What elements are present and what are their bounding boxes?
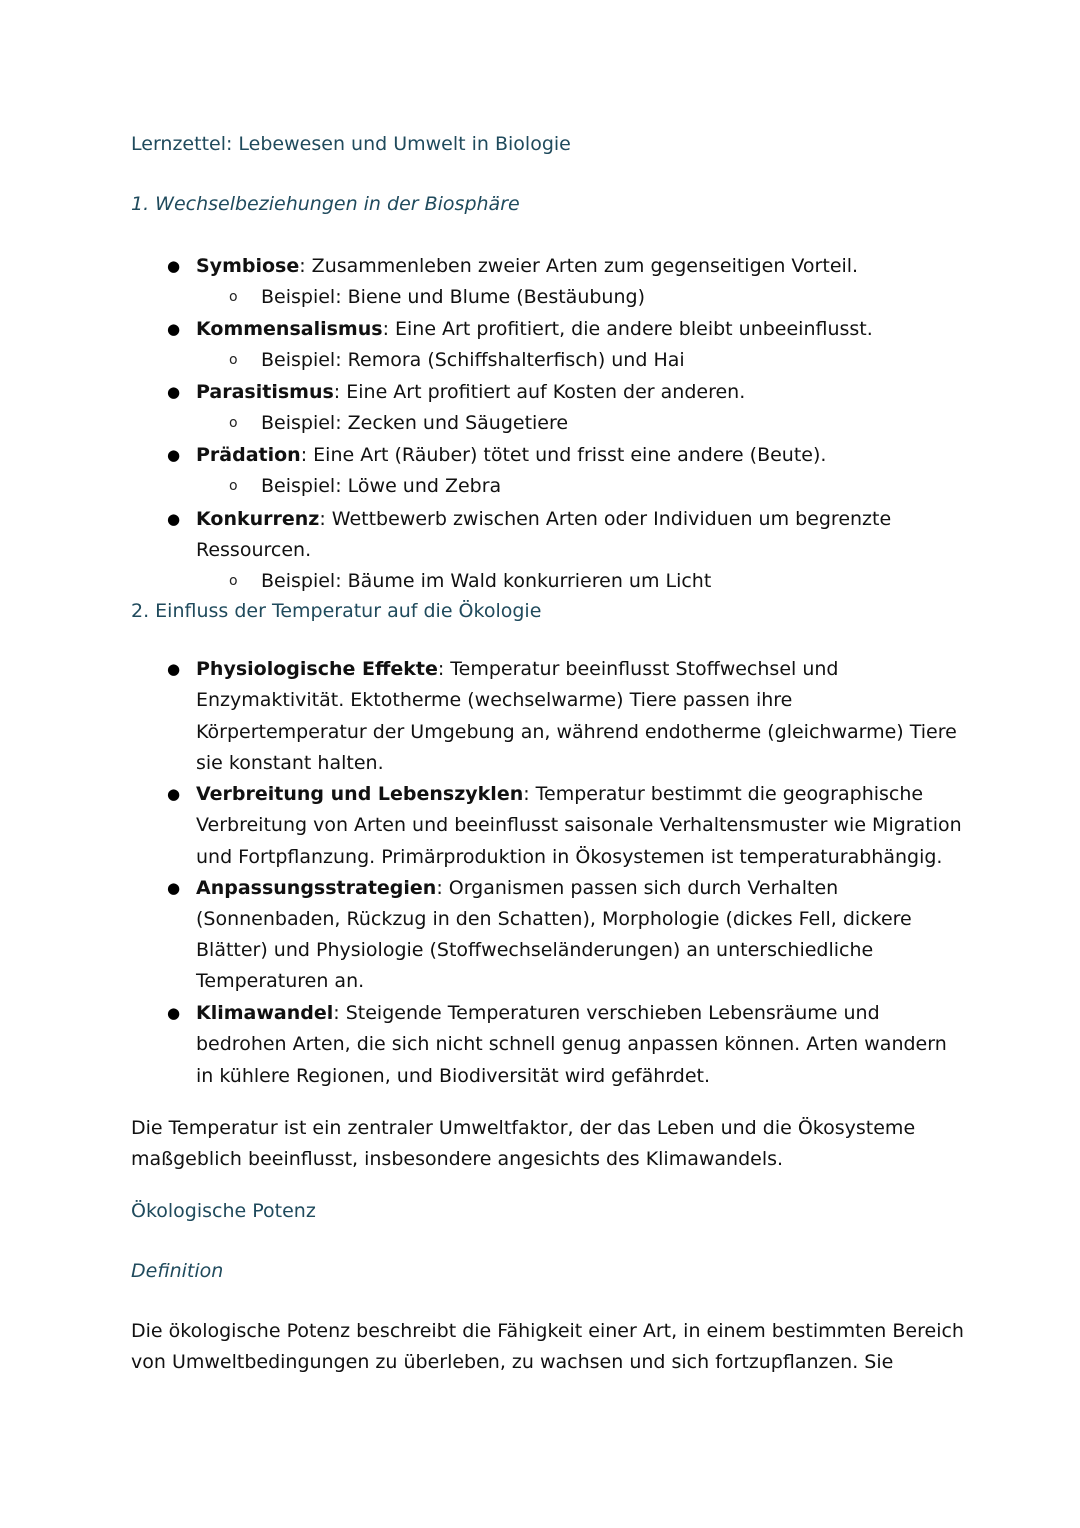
- example-konkurrenz: Beispiel: Bäume im Wald konkurrieren um Licht: [261, 570, 712, 592]
- sub-bullet-icon: o: [229, 352, 238, 368]
- item-text: : Wettbewerb zwischen Arten oder Individuen um begrenzte: [319, 508, 892, 530]
- bullet-icon: ●: [167, 257, 181, 275]
- list-item-praedation: [196, 443, 826, 467]
- list-item-text: (Sonnenbaden, Rückzug in den Schatten), Morphologie (dickes Fell, dickere: [196, 908, 912, 930]
- list-item-parasitismus: [196, 380, 745, 404]
- item-text: : Zusammenleben zweier Arten zum gegenseitigen Vorteil.: [299, 255, 859, 277]
- sub-bullet-icon: o: [229, 478, 238, 494]
- example-kommensalismus: Beispiel: Remora (Schiffshalterfisch) und Hai: [261, 349, 685, 371]
- list-item-text: sie konstant halten.: [196, 752, 384, 774]
- list-item-text: Temperaturen an.: [196, 970, 365, 992]
- section-heading-3: Ökologische Potenz: [131, 1200, 316, 1222]
- term: Anpassungsstrategien: [196, 877, 437, 899]
- list-item-verbreitung: [196, 782, 923, 806]
- list-item-text: bedrohen Arten, die sich nicht schnell genug anpassen können. Arten wandern: [196, 1033, 947, 1055]
- item-text: : Steigende Temperaturen verschieben Lebensräume und: [333, 1002, 880, 1024]
- subheading-definition: Definition: [131, 1260, 224, 1282]
- definition-paragraph: Die ökologische Potenz beschreibt die Fähigkeit einer Art, in einem bestimmten Bereich: [131, 1320, 964, 1342]
- bullet-icon: ●: [167, 383, 181, 401]
- term: Physiologische Effekte: [196, 658, 438, 680]
- list-item-kommensalismus: [196, 317, 873, 341]
- list-item-symbiose: [196, 254, 858, 278]
- item-text: : Eine Art profitiert auf Kosten der anderen.: [333, 381, 746, 403]
- example-symbiose: Beispiel: Biene und Blume (Bestäubung): [261, 286, 645, 308]
- bullet-icon: ●: [167, 510, 181, 528]
- sub-bullet-icon: o: [229, 415, 238, 431]
- item-text: : Organismen passen sich durch Verhalten: [436, 877, 839, 899]
- term: Klimawandel: [196, 1002, 334, 1024]
- list-item-text: Verbreitung von Arten und beeinflusst saisonale Verhaltensmuster wie Migration: [196, 814, 962, 836]
- term: Kommensalismus: [196, 318, 383, 340]
- example-praedation: Beispiel: Löwe und Zebra: [261, 475, 502, 497]
- list-item-konkurrenz-cont: Ressourcen.: [196, 539, 312, 561]
- item-text: : Temperatur beeinflusst Stoffwechsel und: [437, 658, 839, 680]
- list-item-text: und Fortpflanzung. Primärproduktion in Ökosystemen ist temperaturabhängig.: [196, 846, 943, 868]
- term: Prädation: [196, 444, 301, 466]
- sub-bullet-icon: o: [229, 573, 238, 589]
- list-item-anpassungsstrategien: [196, 876, 838, 900]
- bullet-icon: ●: [167, 785, 181, 803]
- item-text: : Eine Art (Räuber) tötet und frisst eine andere (Beute).: [300, 444, 827, 466]
- item-text: : Temperatur bestimmt die geographische: [523, 783, 924, 805]
- definition-paragraph: von Umweltbedingungen zu überleben, zu wachsen und sich fortzupflanzen. Sie: [131, 1351, 894, 1373]
- sub-bullet-icon: o: [229, 289, 238, 305]
- bullet-icon: ●: [167, 446, 181, 464]
- bullet-icon: ●: [167, 1004, 181, 1022]
- term: Symbiose: [196, 255, 300, 277]
- example-parasitismus: Beispiel: Zecken und Säugetiere: [261, 412, 569, 434]
- item-text: : Eine Art profitiert, die andere bleibt unbeeinflusst.: [382, 318, 873, 340]
- section-heading-2: 2. Einfluss der Temperatur auf die Ökologie: [131, 600, 542, 622]
- term: Konkurrenz: [196, 508, 320, 530]
- section-heading-1: 1. Wechselbeziehungen in der Biosphäre: [131, 193, 520, 215]
- list-item-konkurrenz: [196, 507, 891, 531]
- summary-paragraph: maßgeblich beeinflusst, insbesondere angesichts des Klimawandels.: [131, 1148, 784, 1170]
- summary-paragraph: Die Temperatur ist ein zentraler Umweltfaktor, der das Leben und die Ökosysteme: [131, 1117, 916, 1139]
- list-item-text: Körpertemperatur der Umgebung an, während endotherme (gleichwarme) Tiere: [196, 721, 957, 743]
- bullet-icon: ●: [167, 879, 181, 897]
- list-item-text: in kühlere Regionen, und Biodiversität wird gefährdet.: [196, 1065, 711, 1087]
- bullet-icon: ●: [167, 660, 181, 678]
- list-item-physiologische-effekte: [196, 657, 838, 681]
- document-title: Lernzettel: Lebewesen und Umwelt in Biologie: [131, 133, 571, 155]
- list-item-text: Enzymaktivität. Ektotherme (wechselwarme) Tiere passen ihre: [196, 689, 793, 711]
- list-item-text: Blätter) und Physiologie (Stoffwechseländerungen) an unterschiedliche: [196, 939, 874, 961]
- term: Verbreitung und Lebenszyklen: [196, 783, 524, 805]
- term: Parasitismus: [196, 381, 334, 403]
- list-item-klimawandel: [196, 1001, 880, 1025]
- bullet-icon: ●: [167, 320, 181, 338]
